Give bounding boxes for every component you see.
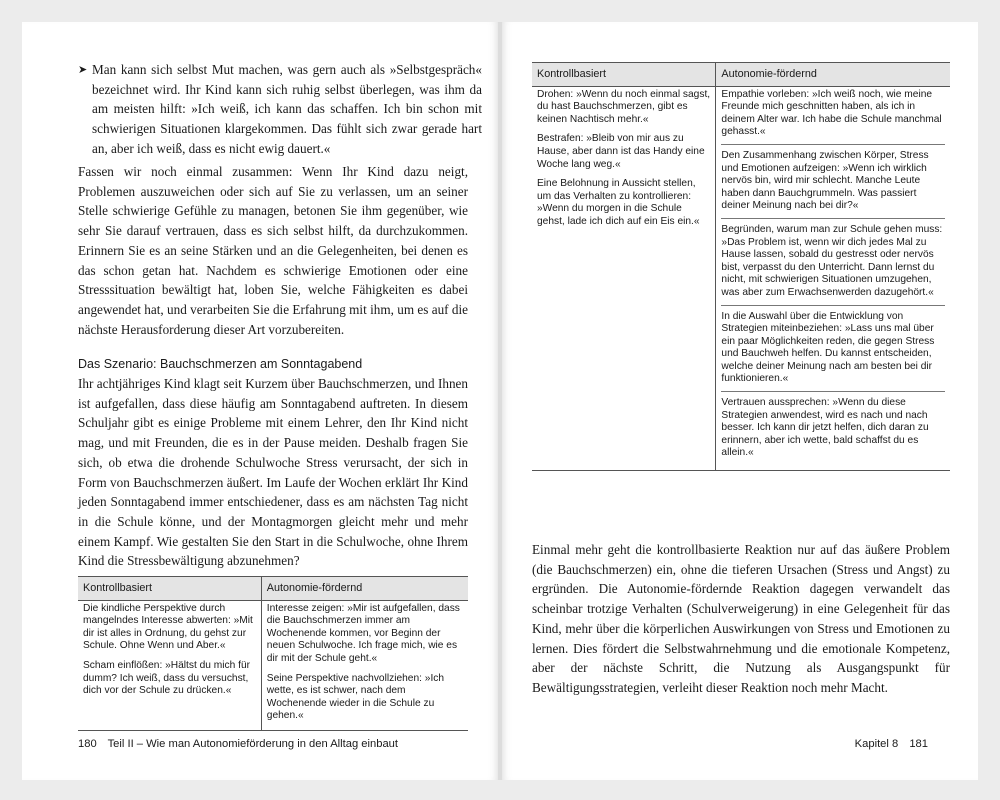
table-header-autonomy: Autonomie-fördernd	[261, 577, 468, 601]
table-entry: Interesse zeigen: »Mir ist aufgefallen, dass die Bauchschmerzen immer am Wochenende kommen, vor Beginn der neuen Schulwoche. Ich frage mich, wie es dir mit der Schule geht.«	[266, 602, 460, 664]
bullet-text: Man kann sich selbst Mut machen, was gern auch als »Selbstgespräch« bezeichnet wird. Ihr Kind kann sich ruhig selbst überlegen, was ihm da am meisten hilft: »Ich weiß, ich kann das schaffen. Ich bin schon mit schwierigen Situationen klargekommen. Das fühlt sich zwar gerade hart an, aber ich weiß, dass es nicht ewig dauert.«	[92, 62, 482, 156]
table-entry: Vertrauen aussprechen: »Wenn du diese Strategien anwendest, wird es nach und nach besser. Ich kann dir jetzt helfen, dich daran zu erinnern, aber ich wette, bald schaffst du es allein.«	[721, 397, 929, 459]
right-footer	[855, 738, 928, 750]
scenario-heading: Das Szenario: Bauchschmerzen am Sonntagabend	[78, 357, 363, 371]
right-page	[502, 22, 978, 780]
table-entry: Empathie vorleben: »Ich weiß noch, wie meine Freunde mich geschnitten haben, als ich in deinem Alter war. Ich habe die Schule manchmal gehasst.«	[721, 89, 945, 145]
table-entry: Eine Belohnung in Aussicht stellen, um das Verhalten zu kontrollieren: »Wenn du morgen in die Schule gehst, lade ich dich auf ein Eis ein.«	[537, 178, 700, 227]
comparison-table-left	[78, 576, 468, 731]
analysis-paragraph: Einmal mehr geht die kontrollbasierte Reaktion nur auf das äußere Problem (die Bauchschmerzen) ein, ohne die tieferen Ursachen (Stress und Angst) zu ergründen. Die Autonomie-fördernde Reaktion dagegen verwandelt das scheinbar trotzige Verhalten (Schulverweigerung) in eine Gelegenheit für das Kind, mehr über die körperlichen Auswirkungen von Stress und Emotionen zu lernen. Dies fördert die Selbstwahrnehmung und die emotionale Kompetenz, aber der nächste Schritt, die Nutzung als Ausgangspunkt für Bewältigungsstrategien, verleiht dieser Reaktion noch mehr Macht.	[532, 542, 950, 695]
chapter-label: Kapitel 8	[854, 738, 899, 750]
autonomy-column	[261, 600, 468, 730]
running-head: Teil II – Wie man Autonomieförderung in den Alltag einbaut	[107, 738, 399, 750]
page-number: 181	[909, 738, 928, 750]
arrow-bullet-icon: ➤	[78, 63, 88, 76]
table-entry: Seine Perspektive nachvollziehen: »Ich wette, es ist schwer, nach dem Wochenende wieder in die Schule zu gehen.«	[266, 672, 445, 722]
scenario-paragraph: Ihr achtjähriges Kind klagt seit Kurzem über Bauchschmerzen, und Ihnen ist aufgefallen, dass diese häufig am Sonntagabend auftreten. In diesem Schuljahr gibt es einige Probleme mit einem Lehrer, den Ihr Kind nicht mag, und mit Freunden, die es in der Pause meiden. Deshalb fragen Sie sich, ob etwa die drohende Schulwoche Stress verursacht, der sich in Form von Bauchschmerzen äußert. Im Laufe der Wochen erklärt Ihr Kind jeden Sonntagabend immer entschiedener, dass es am nächsten Tag nicht in die Schule könne, und der Montagmorgen gleicht mehr und mehr einem Kampf. Wie gestalten Sie den Start in die Schulwoche, ohne Ihrem Kind die Stressbewältigung abzunehmen?	[78, 376, 468, 569]
page-number: 180	[78, 738, 97, 750]
comparison-table-right	[532, 62, 950, 471]
bullet-item	[78, 60, 482, 159]
table-entry: In die Auswahl über die Entwicklung von Strategien miteinbeziehen: »Lass uns mal über ein paar Möglichkeiten reden, die gegen Stress und Bauchweh helfen. Du kannst entscheiden, welche deiner Meinung nach am besten bei dir funktionieren.«	[721, 311, 945, 393]
table-row	[78, 600, 468, 730]
control-column	[78, 600, 261, 730]
table-header-control: Kontrollbasiert	[78, 577, 261, 601]
summary-paragraph: Fassen wir noch einmal zusammen: Wenn Ihr Kind dazu neigt, Problemen auszuweichen oder sich auf Sie zu verlassen, um an seiner Stelle schwierige Gefühle zu managen, betonen Sie ihm gegenüber, wie sehr Sie darauf vertrauen, dass es sich selbst hilft, da durchzukommen. Erinnern Sie es an seine Stärken und an die Gelegenheiten, bei denen es das schon getan hat. Nachdem es schwierige Emotionen oder eine Stresssituation bewältigt hat, loben Sie, welche Fähigkeiten es dabei angewendet hat, und verarbeiten Sie die Erfahrung mit ihm, um es auf die nächste Herausforderung dieser Art vorzubereiten.	[78, 164, 468, 337]
table-header-autonomy: Autonomie-fördernd	[716, 63, 950, 87]
table-header-control: Kontrollbasiert	[532, 63, 716, 87]
table-entry: Bestrafen: »Bleib von mir aus zu Hause, aber dann ist das Handy eine Woche lang weg.«	[537, 133, 705, 170]
table-entry: Drohen: »Wenn du noch einmal sagst, du hast Bauchschmerzen, gibt es keinen Nachtisch mehr.«	[537, 88, 711, 125]
control-column	[532, 86, 716, 470]
table-entry: Scham einflößen: »Hältst du mich für dumm? Ich weiß, dass du versuchst, dich vor der Schule zu drücken.«	[83, 659, 251, 697]
autonomy-column	[716, 86, 950, 470]
table-entry: Den Zusammenhang zwischen Körper, Stress und Emotionen aufzeigen: »Wenn ich wirklich nervös bin, wird mir schlecht. Manche Leute haben dann Bauchgrummeln. Was passiert deiner Meinung nach bei dir?«	[721, 150, 945, 219]
left-footer	[78, 738, 398, 750]
table-entry: Begründen, warum man zur Schule gehen muss: »Das Problem ist, wenn wir dich jedes Mal zu Hause lassen, sobald du gestresst oder nervös bist, verpasst du den Unterricht. Dann lernst du nicht, mit schwierigen Situationen umzugehen, was aber zum Erwachsenwerden dazugehört.«	[721, 224, 945, 306]
left-page	[22, 22, 498, 780]
table-entry: Die kindliche Perspektive durch mangelndes Interesse abwerten: »Mit dir ist alles in Ordnung, du gehst zur Schule. Ohne Wenn und Aber.«	[83, 602, 253, 652]
table-row	[532, 86, 950, 470]
